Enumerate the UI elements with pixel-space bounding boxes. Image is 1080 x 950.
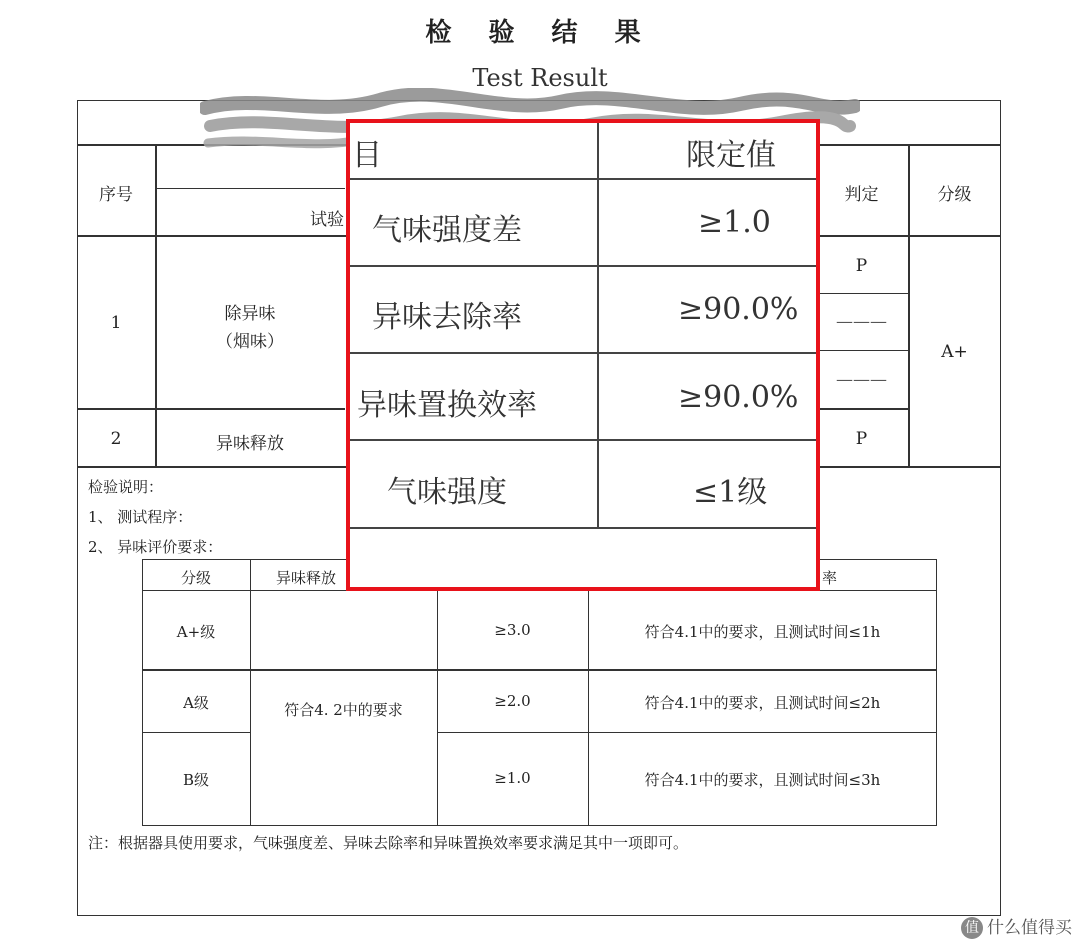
eval-header-release: 异味释放 [276, 569, 337, 587]
grid-line [250, 559, 251, 826]
document-title: 检 验 结 果 [425, 18, 655, 48]
grid-line [437, 732, 937, 733]
highlight-overlay-table [346, 119, 820, 591]
eval-header-grade: 分级 [180, 569, 211, 587]
overlay-row2-name: 异味去除率 [372, 300, 522, 335]
eval-row2-grade: A级 [183, 694, 209, 712]
row2-item: 异味释放 [216, 434, 284, 454]
eval-row1-req: 符合4.1中的要求，且测试时间≤1h [644, 623, 881, 641]
watermark-text: 什么值得买 [987, 918, 1072, 938]
eval-row3-req: 符合4.1中的要求，且测试时间≤3h [644, 771, 881, 789]
notes-item1: 1、 测试程序： [88, 508, 193, 526]
grid-line [815, 293, 908, 294]
overlay-row1-limit: ≥1.0 [698, 205, 771, 240]
eval-row1-grade: A+级 [176, 623, 216, 641]
grid-line [77, 408, 345, 410]
row1-seq: 1 [110, 313, 122, 333]
footnote: 注：根据器具使用要求，气味强度差、异味去除率和异味置换效率要求满足其中一项即可。 [88, 834, 689, 852]
document-subtitle: Test Result [472, 64, 608, 92]
eval-header-rate-partial: 率 [822, 569, 838, 587]
grid-line [142, 669, 937, 671]
eval-row2-value: ≥2.0 [494, 692, 531, 710]
grid-line [815, 408, 908, 410]
notes-heading: 检验说明： [88, 478, 164, 496]
site-watermark [961, 913, 1072, 939]
header-item-partial: 试验 [310, 210, 344, 230]
grid-line [155, 188, 345, 189]
overlay-row1-name: 气味强度差 [372, 213, 522, 248]
overlay-row2-limit: ≥90.0% [678, 292, 799, 327]
overlay-header-item-partial: 目 [352, 138, 382, 173]
overlay-grid-line [350, 265, 816, 267]
overlay-row4-limit: ≤1级 [693, 475, 768, 510]
overlay-grid-line [350, 352, 816, 354]
overlay-grid-line [350, 527, 816, 529]
header-grade: 分级 [937, 185, 972, 205]
notes-item2: 2、 异味评价要求： [88, 538, 223, 556]
overlay-header-limit: 限定值 [686, 138, 776, 173]
row1-verdict-b: ——— [836, 312, 887, 332]
header-verdict: 判定 [844, 185, 879, 205]
overlay-grid-line [597, 123, 599, 528]
grid-line [142, 732, 250, 733]
row1-item-line2: （烟味） [216, 332, 284, 352]
row1-item-line1: 除异味 [224, 304, 276, 324]
row2-verdict: P [855, 429, 868, 449]
header-seq: 序号 [99, 185, 133, 205]
grade-value: A+ [941, 342, 968, 362]
eval-release-req: 符合4. 2中的要求 [284, 701, 403, 719]
grid-line [815, 350, 908, 351]
brand-logo-icon: 值 [961, 917, 983, 939]
eval-row3-grade: B级 [182, 771, 210, 789]
row1-verdict-c: ——— [836, 370, 887, 390]
overlay-grid-line [350, 439, 816, 441]
eval-row1-value: ≥3.0 [494, 621, 531, 639]
overlay-row4-name: 气味强度 [387, 475, 507, 510]
row1-verdict-a: P [855, 256, 868, 276]
eval-row2-req: 符合4.1中的要求，且测试时间≤2h [644, 694, 881, 712]
eval-row3-value: ≥1.0 [494, 769, 531, 787]
overlay-row3-name: 异味置换效率 [357, 388, 537, 423]
overlay-row3-limit: ≥90.0% [678, 380, 799, 415]
row2-seq: 2 [110, 429, 122, 449]
overlay-grid-line [350, 178, 816, 180]
